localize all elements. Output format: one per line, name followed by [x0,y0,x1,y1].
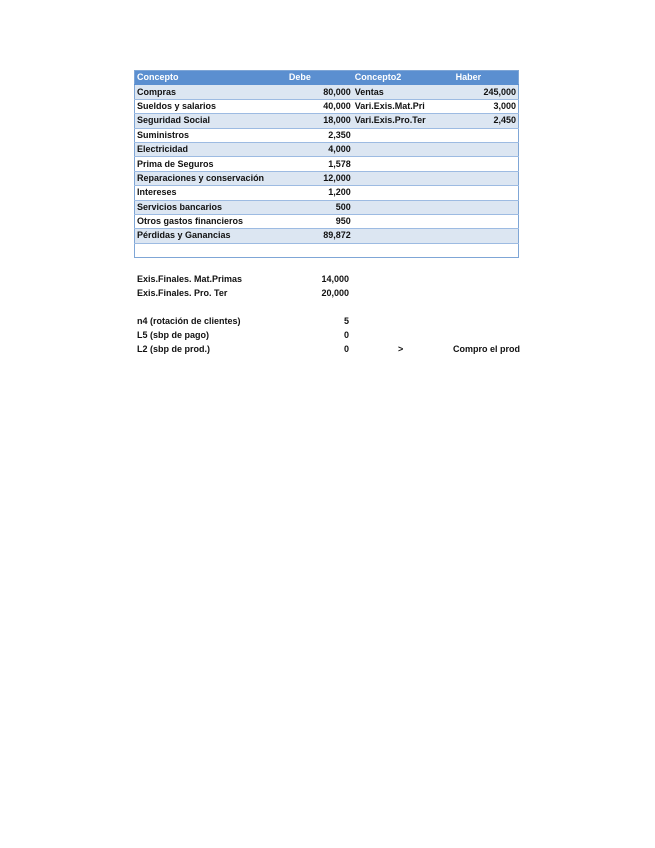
cell-concepto2[interactable] [353,171,454,185]
table-row [135,85,519,99]
cell-haber[interactable] [454,157,519,171]
table-row [135,142,519,156]
cell-debe[interactable]: 40,000 [287,99,353,113]
cell-haber[interactable] [454,200,519,214]
cell-debe[interactable]: 18,000 [287,114,353,128]
cell-debe[interactable]: 2,350 [287,128,353,142]
cell-concepto2[interactable] [353,214,454,228]
empty-cell[interactable] [454,243,519,257]
header-haber[interactable]: Haber [454,71,519,85]
cell-concepto[interactable]: Compras [135,85,287,99]
cell-concepto[interactable]: Otros gastos financieros [135,214,287,228]
cell-haber[interactable] [454,171,519,185]
exis-row [137,286,527,300]
indicator-value[interactable]: 0 [343,330,349,340]
empty-cell[interactable] [353,243,454,257]
cell-haber[interactable]: 245,000 [454,85,519,99]
cell-concepto[interactable]: Intereses [135,186,287,200]
header-concepto2[interactable]: Concepto2 [353,71,454,85]
cell-concepto2[interactable] [353,229,454,243]
cell-concepto2[interactable]: Ventas [353,85,454,99]
indicator-label[interactable]: L5 (sbp de pago) [137,330,209,340]
table-row [135,229,519,243]
empty-cell[interactable] [287,243,353,257]
table-row [135,171,519,185]
cell-concepto2[interactable]: Vari.Exis.Mat.Pri [353,99,454,113]
cell-concepto2[interactable] [353,157,454,171]
exis-row [137,272,527,286]
exis-value[interactable]: 14,000 [321,274,349,284]
indicator-row [137,328,527,342]
cell-concepto[interactable]: Prima de Seguros [135,157,287,171]
cell-concepto2[interactable]: Vari.Exis.Pro.Ter [353,114,454,128]
table-row [135,114,519,128]
table-row [135,99,519,113]
table-row [135,157,519,171]
cell-concepto2[interactable] [353,200,454,214]
exis-value[interactable]: 20,000 [321,288,349,298]
cell-concepto2[interactable] [353,128,454,142]
indicator-note[interactable]: Compro el prod [453,344,520,354]
exis-label[interactable]: Exis.Finales. Pro. Ter [137,288,228,298]
indicator-value[interactable]: 5 [343,316,349,326]
indicator-label[interactable]: L2 (sbp de prod.) [137,344,210,354]
comparison-symbol[interactable]: > [398,344,404,354]
cell-debe[interactable]: 1,578 [287,157,353,171]
table-row [135,214,519,228]
header-concepto[interactable]: Concepto [135,71,287,85]
cell-concepto[interactable]: Pérdidas y Ganancias [135,229,287,243]
cell-haber[interactable] [454,186,519,200]
cell-concepto[interactable]: Reparaciones y conservación [135,171,287,185]
cell-concepto[interactable]: Sueldos y salarios [135,99,287,113]
accounts-table [134,70,519,258]
cell-debe[interactable]: 500 [287,200,353,214]
empty-row [135,243,519,257]
cell-debe[interactable]: 80,000 [287,85,353,99]
table-header-row [135,71,519,85]
cell-haber[interactable] [454,214,519,228]
indicadores-block [137,314,527,356]
cell-debe[interactable]: 89,872 [287,229,353,243]
indicator-row [137,314,527,328]
indicator-value[interactable]: 0 [343,344,349,354]
table-row [135,200,519,214]
cell-haber[interactable]: 3,000 [454,99,519,113]
cell-haber[interactable]: 2,450 [454,114,519,128]
indicator-row [137,342,527,356]
cell-concepto[interactable]: Electricidad [135,142,287,156]
table-row [135,186,519,200]
header-debe[interactable]: Debe [287,71,353,85]
cell-concepto2[interactable] [353,142,454,156]
existencias-block [137,272,527,300]
cell-debe[interactable]: 4,000 [287,142,353,156]
cell-debe[interactable]: 950 [287,214,353,228]
cell-debe[interactable]: 12,000 [287,171,353,185]
indicator-label[interactable]: n4 (rotación de clientes) [137,316,241,326]
empty-cell[interactable] [135,243,287,257]
cell-concepto[interactable]: Servicios bancarios [135,200,287,214]
table-row [135,128,519,142]
cell-haber[interactable] [454,229,519,243]
cell-concepto[interactable]: Seguridad Social [135,114,287,128]
cell-debe[interactable]: 1,200 [287,186,353,200]
cell-haber[interactable] [454,128,519,142]
exis-label[interactable]: Exis.Finales. Mat.Primas [137,274,243,284]
cell-concepto[interactable]: Suministros [135,128,287,142]
cell-haber[interactable] [454,142,519,156]
cell-concepto2[interactable] [353,186,454,200]
